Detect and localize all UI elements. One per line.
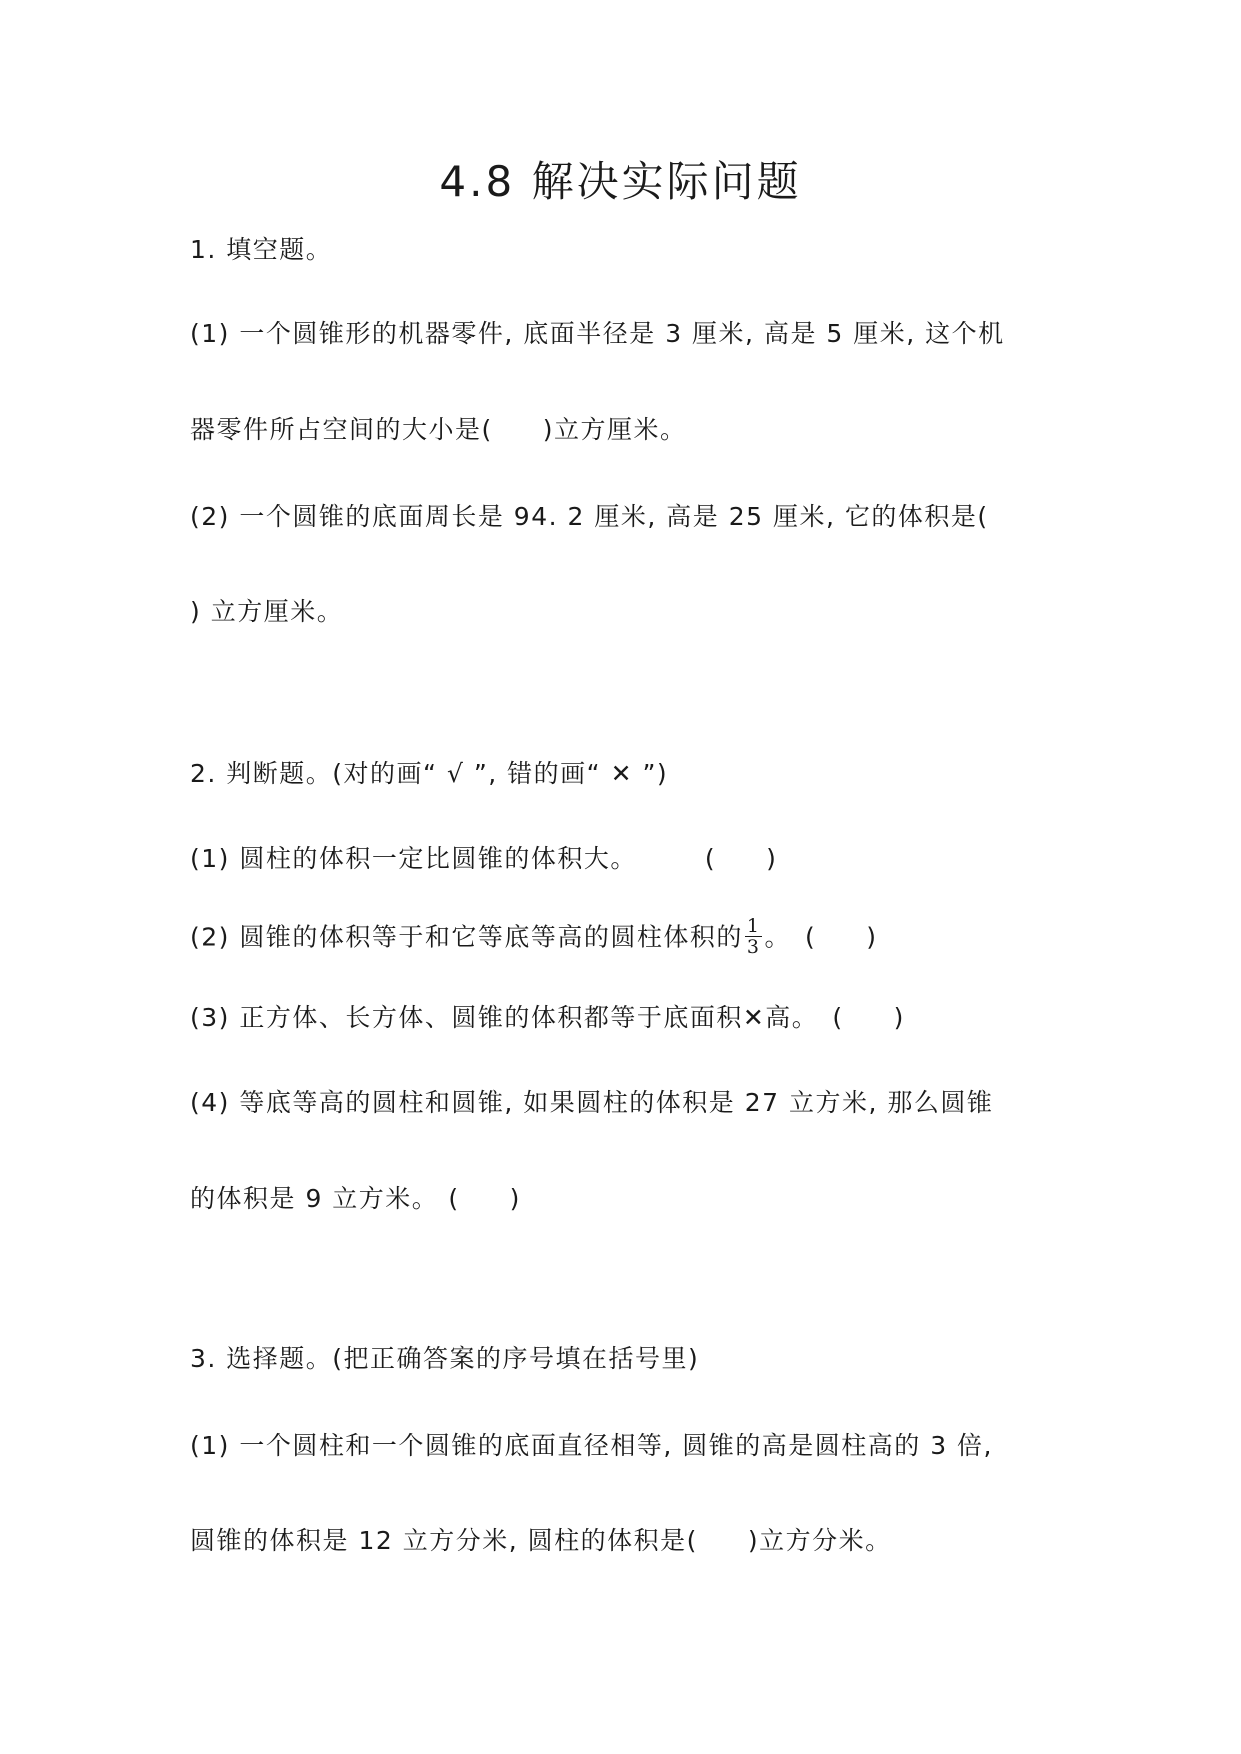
s2-q2-text-before: (2) 圆锥的体积等于和它等底等高的圆柱体积的 (190, 922, 743, 952)
paren-close: ) (866, 922, 878, 952)
fraction-denominator: 3 (746, 936, 761, 958)
paren-close: ) (766, 844, 778, 873)
s2-q3-text: (3) 正方体、长方体、圆锥的体积都等于底面积✕高。 (190, 1003, 819, 1032)
s2-q2 (190, 915, 878, 959)
s2-q1 (190, 841, 777, 877)
s2-q4-text: 的体积是 9 立方米。 (190, 1184, 439, 1213)
paren-close: ) (509, 1184, 521, 1213)
paren-open: ( (448, 1184, 460, 1213)
s3-q1-line2 (190, 1523, 892, 1559)
s3-q1-text-after: )立方分米。 (747, 1526, 892, 1555)
paren-close: ) (893, 1003, 905, 1032)
section2-heading: 2. 判断题。(对的画“ √ ”, 错的画“ ✕ ”) (190, 759, 669, 788)
s1-q1-text-after: )立方厘米。 (542, 415, 687, 444)
s1-q1-text-before: 器零件所占空间的大小是( (190, 415, 493, 444)
paren-open: ( (832, 1003, 844, 1032)
fraction-one-third (745, 916, 763, 957)
paren-open: ( (804, 922, 817, 952)
page-title: 4.8 解决实际问题 (439, 157, 802, 206)
s1-q2-line2: ) 立方厘米。 (190, 597, 344, 626)
s1-q2-line1: (2) 一个圆锥的底面周长是 94. 2 厘米, 高是 25 厘米, 它的体积是( (190, 502, 989, 531)
fraction-numerator: 1 (746, 915, 761, 937)
s2-q1-text: (1) 圆柱的体积一定比圆锥的体积大。 (190, 844, 637, 873)
s1-q1-line1: (1) 一个圆锥形的机器零件, 底面半径是 3 厘米, 高是 5 厘米, 这个机 (190, 319, 1005, 348)
s2-q4-line1: (4) 等底等高的圆柱和圆锥, 如果圆柱的体积是 27 立方米, 那么圆锥 (190, 1088, 994, 1117)
section1-heading: 1. 填空题。 (190, 235, 333, 264)
s3-q1-text-before: 圆锥的体积是 12 立方分米, 圆柱的体积是( (190, 1526, 698, 1555)
section3-heading: 3. 选择题。(把正确答案的序号填在括号里) (190, 1344, 700, 1373)
s2-q2-text-after: 。 (764, 922, 791, 952)
s1-q1-line2 (190, 412, 687, 448)
s2-q3 (190, 1000, 905, 1036)
s3-q1-line1: (1) 一个圆柱和一个圆锥的底面直径相等, 圆锥的高是圆柱高的 3 倍, (190, 1431, 994, 1460)
s2-q4-line2 (190, 1181, 521, 1217)
paren-open: ( (704, 844, 717, 873)
